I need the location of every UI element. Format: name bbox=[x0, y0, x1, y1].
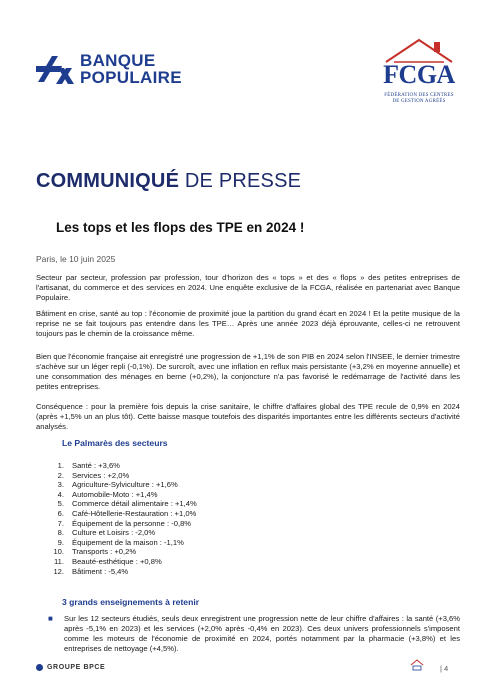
bpce-dot-icon bbox=[36, 664, 43, 671]
sector-ranking-list bbox=[50, 461, 197, 576]
groupe-bpce-label: GROUPE BPCE bbox=[47, 664, 106, 671]
rank-number: 11. bbox=[54, 556, 64, 566]
page-number: | 4 bbox=[440, 664, 449, 673]
rank-text: Agriculture-Sylviculture : +1,6% bbox=[72, 480, 178, 490]
rank-text: Bâtiment : -5,4% bbox=[72, 566, 129, 576]
rank-number: 2. bbox=[57, 470, 64, 480]
rank-number: 12. bbox=[53, 566, 64, 576]
paragraph-context: Bâtiment en crise, santé au top : l'économie de proximité joue la partition du grand écart en 2024 ! Et la petite musique de la reprise ne se fait toujours pas entendre dans les TPE… Après une année 2023 déjà éprouvante, celles-ci ne retrouvent toujours pas le chemin de la croissance même. bbox=[36, 309, 460, 338]
bp-logo-line1: BANQUE bbox=[80, 51, 156, 70]
document-title bbox=[36, 170, 301, 193]
fcga-tagline-line2: DE GESTION AGRÉÉS bbox=[392, 99, 446, 104]
list-item bbox=[50, 509, 197, 519]
bullet-square-icon: ■ bbox=[48, 614, 53, 623]
rank-text: Équipement de la maison : -1,1% bbox=[72, 537, 184, 547]
list-item bbox=[50, 480, 197, 490]
title-light: DE PRESSE bbox=[184, 170, 302, 192]
rank-text: Transports : +0,2% bbox=[72, 547, 137, 557]
rank-text: Automobile-Moto : +1,4% bbox=[72, 489, 158, 499]
rank-number: 9. bbox=[57, 537, 64, 547]
rank-number: 6. bbox=[57, 508, 64, 518]
rank-text: Santé : +3,6% bbox=[72, 461, 120, 470]
rank-number: 3. bbox=[57, 480, 64, 490]
rank-text: Culture et Loisirs : -2,0% bbox=[72, 528, 156, 538]
list-item bbox=[50, 547, 197, 557]
rank-number: 10. bbox=[53, 547, 64, 557]
banque-populaire-wordmark bbox=[80, 52, 182, 86]
list-item bbox=[50, 567, 197, 577]
rank-text: Beauté-esthétique : +0,8% bbox=[72, 556, 162, 566]
fcga-logo bbox=[378, 38, 460, 108]
date-line: Paris, le 10 juin 2025 bbox=[36, 254, 116, 264]
rank-number: 4. bbox=[57, 489, 64, 499]
rank-number: 8. bbox=[57, 528, 64, 538]
fcga-wordmark: FCGA bbox=[383, 60, 455, 89]
section-title-enseignements: 3 grands enseignements à retenir bbox=[62, 597, 200, 607]
section-title-palmares: Le Palmarès des secteurs bbox=[62, 438, 168, 448]
list-item bbox=[50, 528, 197, 538]
press-release-headline: Les tops et les flops des TPE en 2024 ! bbox=[56, 220, 305, 235]
paragraph-consequence: Conséquence : pour la première fois depuis la crise sanitaire, le chiffre d'affaires global des TPE recule de 0,9% en 2024 (après +1,5% un an plus tôt). Cette baisse masque toutefois des disparités importantes entre les différents secteurs d'activité analysés. bbox=[36, 402, 460, 431]
list-item bbox=[50, 519, 197, 529]
rank-text: Équipement de la personne : -0,8% bbox=[72, 518, 192, 528]
list-item bbox=[50, 557, 197, 567]
rank-text: Commerce détail alimentaire : +1,4% bbox=[72, 499, 197, 509]
bp-logo-line2: POPULAIRE bbox=[80, 68, 182, 87]
paragraph-intro: Secteur par secteur, profession par profession, tour d'horizon des « tops » et des « flops » des petites entreprises de l'artisanat, du commerce et des services en 2024. Une enquête exclusive de la FCGA, réalisée en partenariat avec Banque Populaire. bbox=[36, 273, 460, 302]
bullet-text: Sur les 12 secteurs étudiés, seuls deux enregistrent une progression nette de leur chiffre d'affaires : la santé (+3,6% après -5,1% en 2023) et les services (+2,0% après -0,4% en 2023). Ces deux univers professionnels s'imposent comme les moteurs de l'économie de proximité en 2024, portés notamment par la pharmacie (+3,8%) et les entreprises de nettoyage (+4,5%). bbox=[64, 614, 460, 653]
fcga-tagline bbox=[378, 93, 460, 105]
groupe-bpce-logo bbox=[36, 664, 105, 671]
rank-number: 5. bbox=[57, 499, 64, 509]
rank-number: 1. bbox=[57, 461, 64, 470]
fcga-tagline-line1: FÉDÉRATION DES CENTRES bbox=[384, 93, 454, 98]
list-item bbox=[50, 471, 197, 481]
title-strong: COMMUNIQUÉ bbox=[36, 170, 180, 192]
list-item bbox=[50, 490, 197, 500]
list-item bbox=[50, 499, 197, 509]
banque-populaire-logo bbox=[36, 51, 182, 93]
rank-text: Café-Hôtellerie-Restauration : +1,0% bbox=[72, 508, 197, 518]
paragraph-economy: Bien que l'économie française ait enregistré une progression de +1,1% de son PIB en 2024 selon l'INSEE, le dernier trimestre s'achève sur un léger repli (-0,1%). De surcroît, avec une inflation en reflux mais persistante (+3,2% en moyenne annuelle) et une consommation des ménages en berne (+0,2%), la conjoncture n'a pas favorisé le redémarrage de l'activité dans les petites entreprises. bbox=[36, 352, 460, 391]
list-item bbox=[50, 538, 197, 548]
rank-text: Services : +2,0% bbox=[72, 470, 130, 480]
banque-populaire-mark-icon bbox=[36, 54, 74, 88]
list-item bbox=[50, 461, 197, 471]
rank-number: 7. bbox=[57, 518, 64, 528]
fcga-footer-icon bbox=[410, 658, 424, 672]
